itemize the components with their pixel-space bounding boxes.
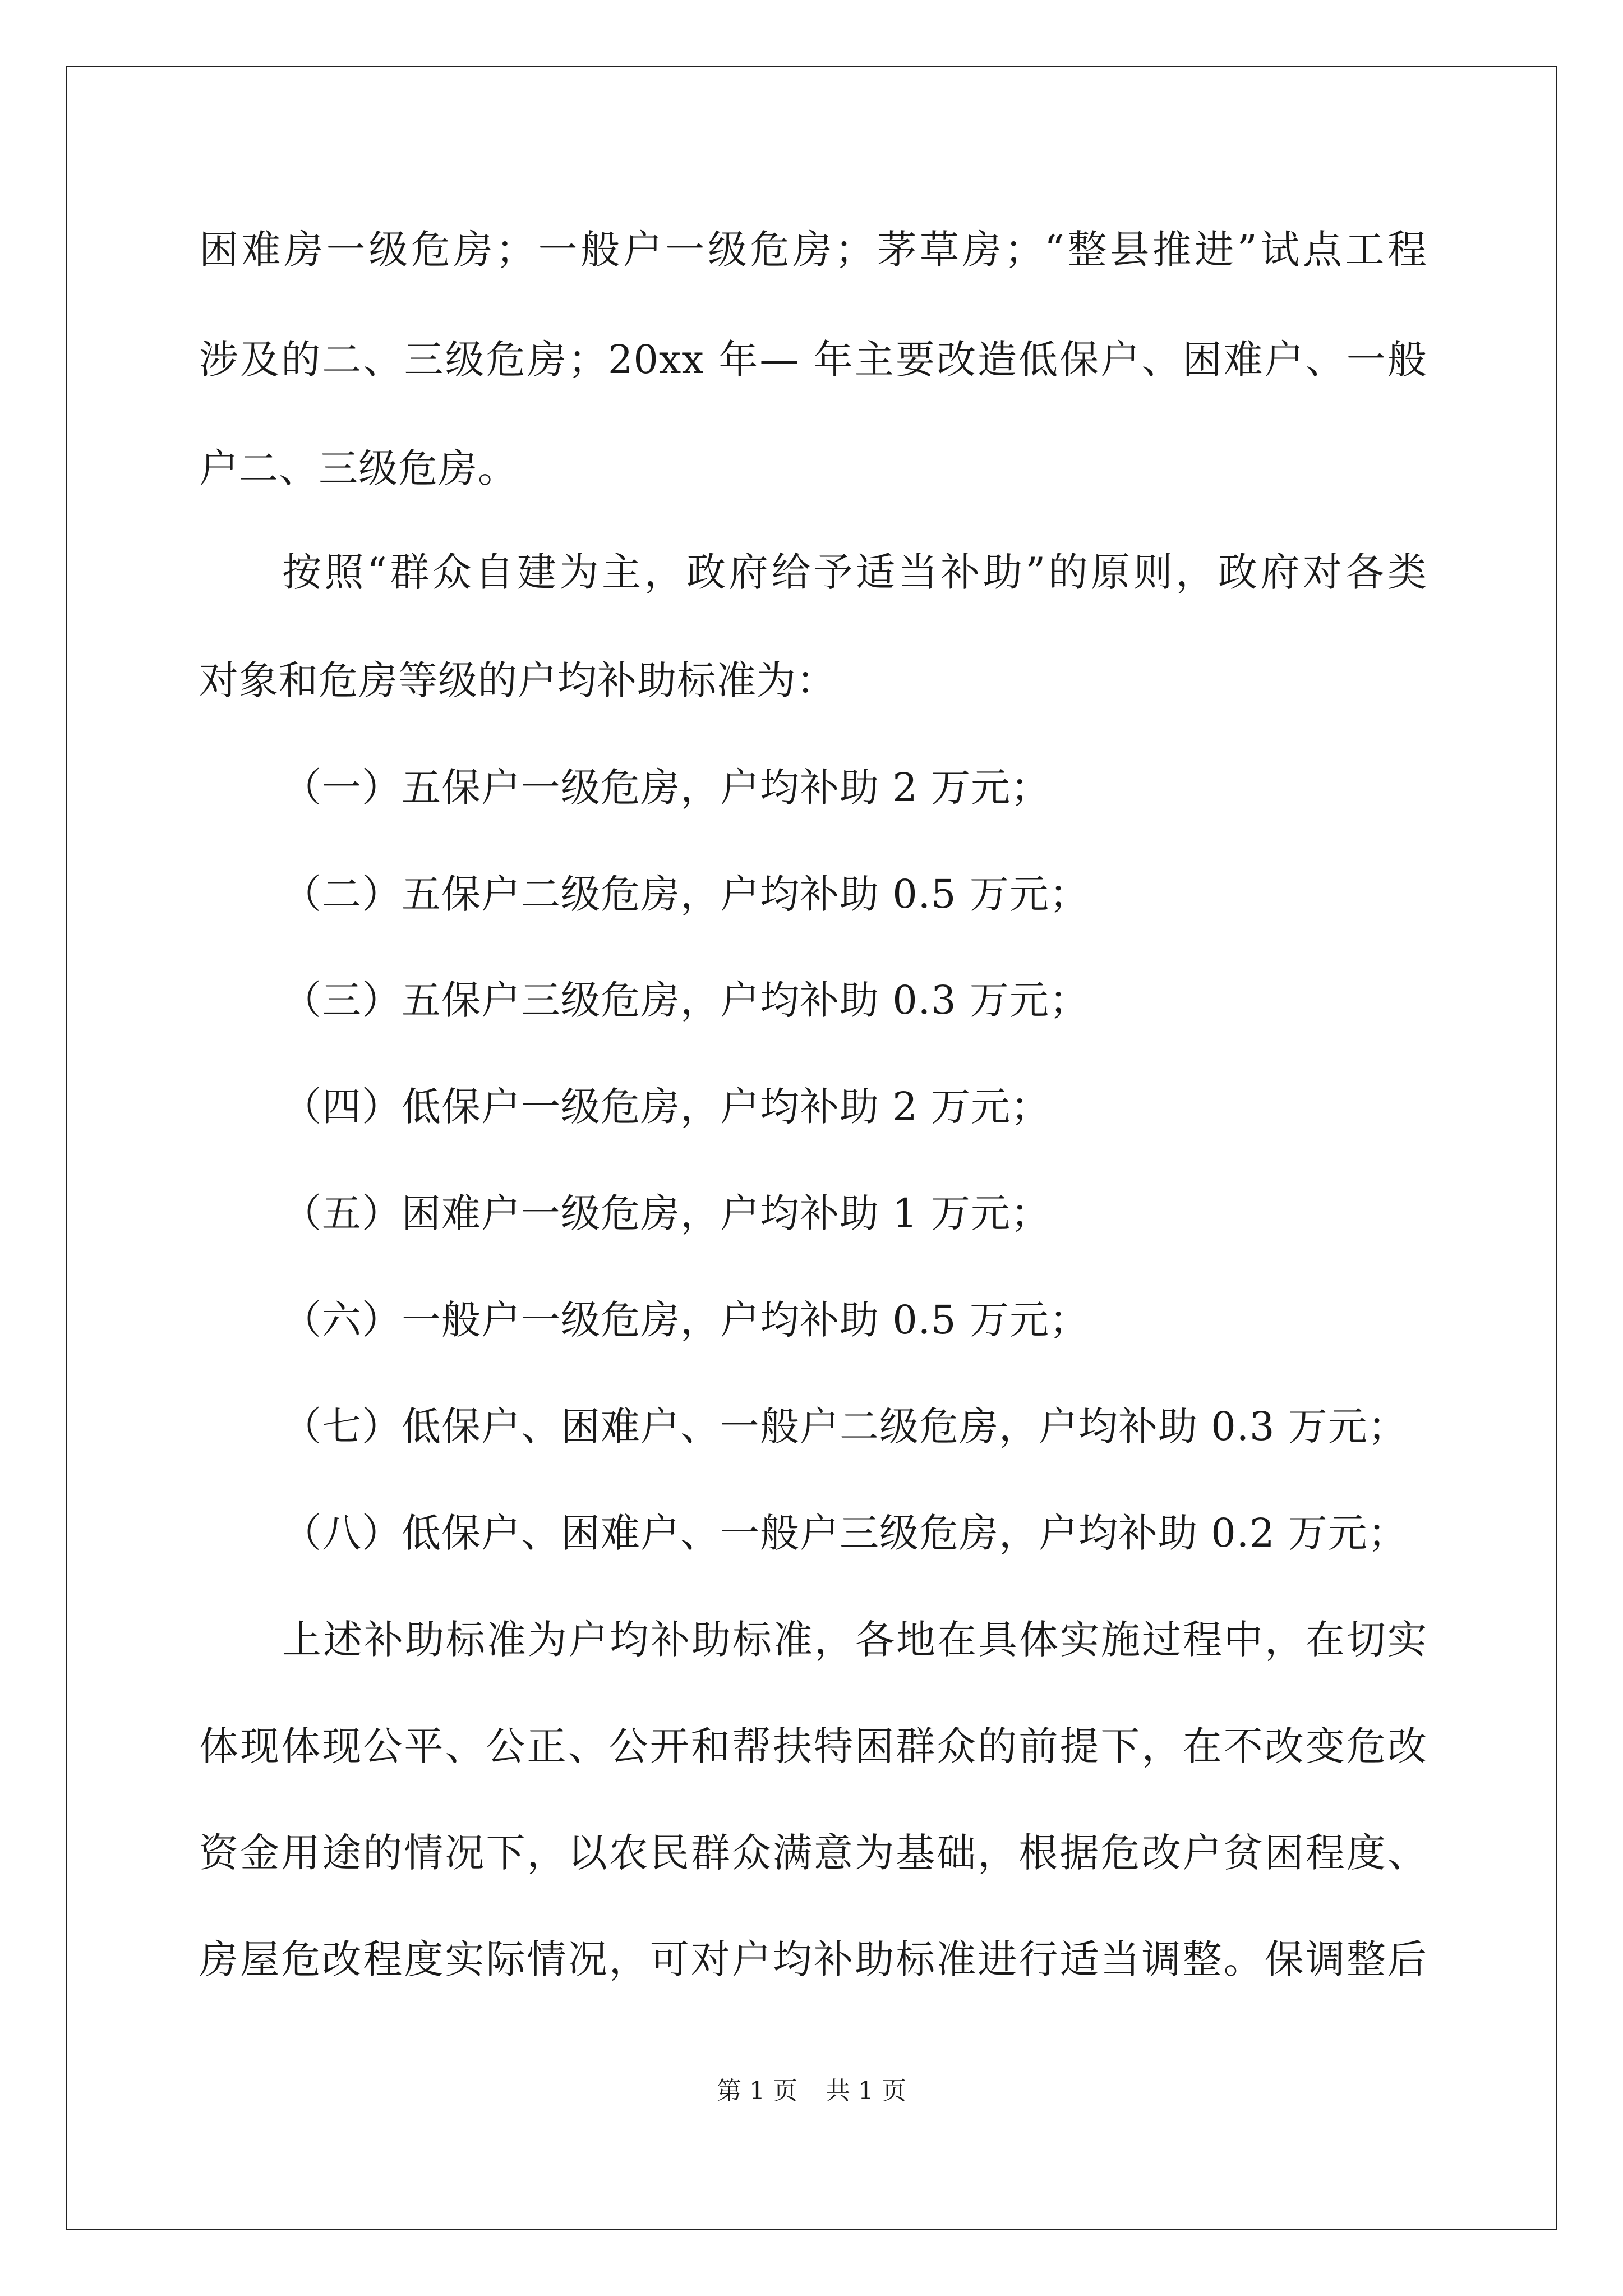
page-total: 共 1 页 [826, 2077, 906, 2105]
list-item: （三）五保户三级危房，户均补助 0.3 万元； [282, 977, 1089, 1023]
paragraph-line: 对象和危房等级的户均补助标准为： [199, 657, 836, 703]
paragraph-line: 资金用途的情况下，以农民群众满意为基础，根据危改户贫困程度、 [199, 1830, 1427, 1876]
list-item: （五）困难户一级危房，户均补助 1 万元； [282, 1190, 1051, 1236]
page-footer [0, 2074, 1623, 2108]
paragraph-line: 困难房一级危房；一般户一级危房；茅草房；“整县推进”试点工程 [199, 227, 1427, 273]
page-number: 第 1 页 [717, 2077, 797, 2105]
page-border [66, 66, 1557, 2230]
list-item: （六）一般户一级危房，户均补助 0.5 万元； [282, 1297, 1089, 1343]
list-item: （四）低保户一级危房，户均补助 2 万元； [282, 1084, 1051, 1130]
list-item: （一）五保户一级危房，户均补助 2 万元； [282, 765, 1051, 811]
list-item: （七）低保户、困难户、一般户二级危房，户均补助 0.3 万元； [282, 1404, 1408, 1450]
paragraph-line: 按照“群众自建为主，政府给予适当补助”的原则，政府对各类 [282, 549, 1427, 595]
list-item: （二）五保户二级危房，户均补助 0.5 万元； [282, 871, 1089, 917]
list-item: （八）低保户、困难户、一般户三级危房，户均补助 0.2 万元； [282, 1510, 1408, 1556]
paragraph-line: 上述补助标准为户均补助标准，各地在具体实施过程中，在切实 [282, 1617, 1427, 1663]
paragraph-line: 体现体现公平、公正、公开和帮扶特困群众的前提下，在不改变危改 [199, 1723, 1427, 1769]
paragraph-line: 涉及的二、三级危房；20xx 年— 年主要改造低保户、困难户、一般 [199, 337, 1427, 383]
paragraph-line: 房屋危改程度实际情况，可对户均补助标准进行适当调整。保调整后 [199, 1936, 1427, 1982]
paragraph-line: 户二、三级危房。 [199, 445, 518, 491]
